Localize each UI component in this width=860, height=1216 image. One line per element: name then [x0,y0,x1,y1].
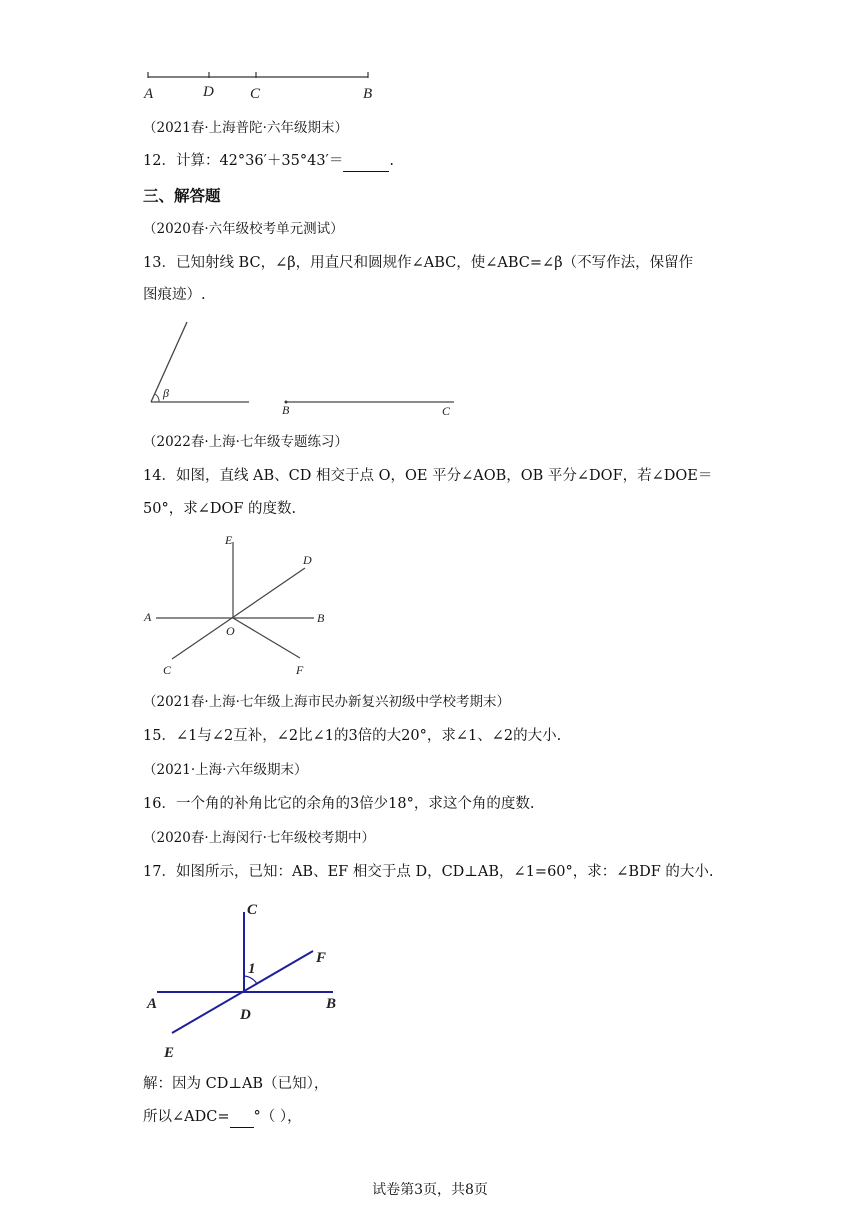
q16-text: 16．一个角的补角比它的余角的3倍少18°，求这个角的度数. [143,796,535,812]
q17-blank-angle[interactable] [230,1107,254,1128]
page-footer: 试卷第3页，共8页 [372,1182,488,1198]
angle-beta-figure [0,310,860,430]
q17-source: （2020春·上海闵行·七年级校考期中） [143,830,375,846]
label-b: B [326,996,337,1012]
segment-figure [0,0,860,110]
q15-source: （2021春·上海·七年级上海市民办新复兴初级中学校考期末） [143,694,510,710]
q16-source: （2021·上海·六年级期末） [143,762,308,778]
q15-text: 15．∠1与∠2互补，∠2比∠1的3倍的大20°，求∠1、∠2的大小. [143,728,562,744]
label-a: A [144,610,152,624]
ray-b-label: B [282,403,290,417]
section-title: 三、解答题 [143,186,221,205]
label-1: 1 [248,961,256,977]
label-f: F [296,663,304,677]
beta-label: β [163,386,169,400]
q14-line2: 50°，求∠DOF 的度数. [143,501,297,517]
label-d: D [203,84,214,100]
ray-c-label: C [442,404,451,418]
label-d: D [303,553,312,567]
label-c: C [163,663,172,677]
label-b: B [363,86,373,102]
label-c: C [250,86,261,102]
q13-line2: 图痕迹）. [143,287,206,303]
label-e: E [164,1045,175,1061]
label-a: A [144,86,154,102]
q17-solution-line2 [143,1107,302,1128]
q17-sol2-b: °（ ）， [253,1109,302,1125]
label-a: A [147,996,158,1012]
label-c: C [247,902,258,918]
q12-text [143,151,394,172]
q12-source: （2021春·上海普陀·六年级期末） [143,120,348,136]
intersecting-lines-figure [0,530,860,690]
q12-blank[interactable] [343,151,389,172]
q12-end: . [389,153,394,169]
q13-line1: 13．已知射线 BC，∠β，用直尺和圆规作∠ABC，使∠ABC=∠β（不写作法，保留作 [143,255,694,271]
q17-sol2-a: 所以∠ADC= [143,1109,230,1125]
label-e: E [225,533,233,547]
label-b: B [317,611,325,625]
label-o: O [226,624,235,638]
perpendicular-figure [0,890,860,1060]
q14-source: （2022春·上海·七年级专题练习） [143,434,348,450]
q17-solution-line1: 解：因为 CD⊥AB（已知）， [143,1076,329,1092]
label-d: D [240,1007,251,1023]
q14-line1: 14．如图，直线 AB、CD 相交于点 O，OE 平分∠AOB，OB 平分∠DOF，若∠DOE＝ [143,468,713,484]
q12-question: 12．计算：42°36′＋35°43′＝ [143,153,344,169]
q13-source: （2020春·六年级校考单元测试） [143,221,344,237]
q17-text: 17．如图所示，已知：AB、EF 相交于点 D，CD⊥AB，∠1=60°，求：∠BDF 的大小. [143,864,714,880]
label-f: F [316,950,327,966]
